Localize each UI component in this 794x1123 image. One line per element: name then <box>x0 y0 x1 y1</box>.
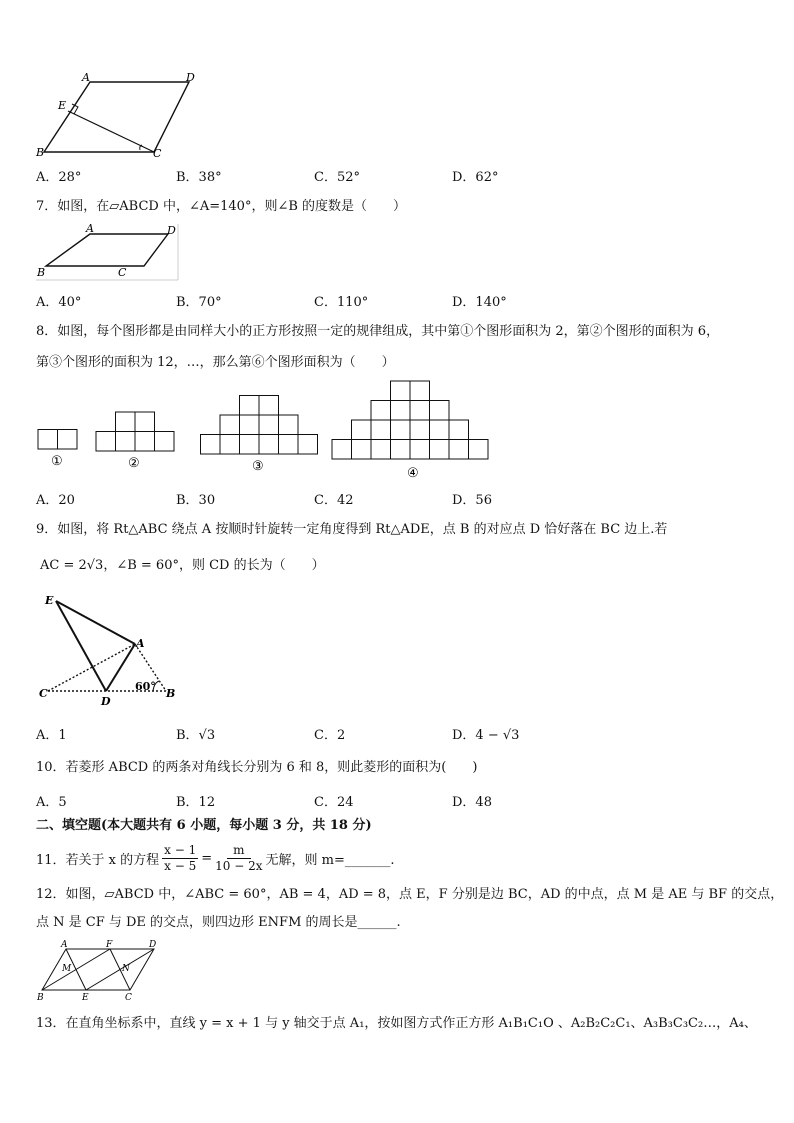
q8-fig1-square <box>58 430 78 450</box>
q8-fig4-square <box>449 440 469 460</box>
q11-pre: 11．若关于 x 的方程 <box>36 852 160 868</box>
q8-fig4-square <box>430 420 450 440</box>
q8-fig3-square <box>240 435 260 455</box>
q12-label-n: N <box>122 964 130 974</box>
q8-fig3-square <box>259 396 279 416</box>
q8-fig4-square <box>410 440 430 460</box>
q8-fig3-square <box>220 435 240 455</box>
q8-fig4-square <box>391 381 411 401</box>
q8-fig4-square <box>410 381 430 401</box>
q8-fig2-square <box>135 412 155 432</box>
q8-fig3-square <box>259 435 279 455</box>
q8-fig2-square <box>116 432 136 452</box>
q8-fig3-square <box>279 435 299 455</box>
q9-figure <box>36 592 186 710</box>
q9-option-d: D．4 − √3 <box>452 728 520 743</box>
q10-stem: 10．若菱形 ABCD 的两条对角线长分别为 6 和 8，则此菱形的面积为( ) <box>36 760 478 775</box>
q12-label-c: C <box>125 993 132 1003</box>
q8-fig4-square <box>449 420 469 440</box>
q12-label-d: D <box>149 940 157 950</box>
q7-option-a: A．40° <box>36 295 82 310</box>
q11-eq: = <box>201 850 213 866</box>
q8-fig-label-2: ② <box>128 456 140 471</box>
q8-fig4-square <box>332 440 352 460</box>
q8-fig3-square <box>259 415 279 435</box>
q11-post: 无解，则 m=_______. <box>265 852 395 868</box>
q11-frac1-num: x − 1 <box>164 842 197 857</box>
q8-fig4-square <box>430 440 450 460</box>
q9-label-b: B <box>166 687 176 700</box>
q8-figure <box>30 378 500 482</box>
q8-fig4-square <box>391 401 411 421</box>
q6-option-b: B．38° <box>176 170 222 185</box>
q8-fig3-square <box>220 415 240 435</box>
q8-fig2-square <box>135 432 155 452</box>
q6-label-d: D <box>186 72 195 84</box>
q7-option-d: D．140° <box>452 295 507 310</box>
q11-frac2 <box>215 843 262 874</box>
q7-stem: 7．如图，在▱ABCD 中，∠A=140°，则∠B 的度数是（ ） <box>36 199 407 214</box>
q7-option-c: C．110° <box>314 295 369 310</box>
q8-fig-label-3: ③ <box>252 459 264 474</box>
q9-label-a: A <box>136 637 145 650</box>
q13-stem: 13．在直角坐标系中，直线 y = x + 1 与 y 轴交于点 A₁，按如图方式作正方形 A₁B₁C₁O 、A₂B₂C₂C₁、A₃B₃C₃C₂…，A₄、 <box>36 1016 757 1031</box>
q7-label-d: D <box>167 224 176 237</box>
q8-fig2-square <box>116 412 136 432</box>
q11-frac1 <box>162 843 198 874</box>
q8-fig4-square <box>410 401 430 421</box>
q8-fig4-square <box>352 420 372 440</box>
q8-fig4-square <box>371 420 391 440</box>
q6-label-a: A <box>82 72 90 84</box>
q10-option-a: A．5 <box>36 795 67 810</box>
q9-label-d: D <box>101 695 111 708</box>
q8-fig3-square <box>279 415 299 435</box>
q11-frac2-num: m <box>227 843 250 859</box>
q10-option-d: D．48 <box>452 795 492 810</box>
q8-fig4-square <box>430 401 450 421</box>
q9-option-b: B．√3 <box>176 728 216 743</box>
q12-label-b: B <box>37 993 44 1003</box>
q9-label-e: E <box>45 594 54 607</box>
q6-label-e: E <box>58 99 67 112</box>
q6-option-c: C．52° <box>314 170 360 185</box>
q8-fig4-square <box>352 440 372 460</box>
q8-stem-line2: 第③个图形的面积为 12，…，那么第⑥个图形面积为（ ） <box>36 355 395 370</box>
q8-fig4-square <box>371 440 391 460</box>
q7-label-c: C <box>118 266 127 279</box>
q8-fig4-square <box>371 401 391 421</box>
q6-label-b: B <box>36 146 45 159</box>
q9-stem-line2: AC = 2√3，∠B = 60°，则 CD 的长为（ ） <box>40 558 325 573</box>
q8-fig2-square <box>155 432 175 452</box>
q11-frac1-den: x − 5 <box>164 858 197 873</box>
q7-label-b: B <box>37 266 46 279</box>
q6-figure <box>34 72 204 162</box>
q8-fig2-square <box>96 432 116 452</box>
q12-label-f: F <box>106 940 113 950</box>
q7-label-a: A <box>86 222 94 235</box>
q6-option-a: A．28° <box>36 170 82 185</box>
q8-fig-label-1: ① <box>51 454 63 469</box>
q8-option-b: B．30 <box>176 493 216 508</box>
q12-label-m: M <box>62 964 72 974</box>
q11-frac2-den: 10 − 2x <box>215 858 263 873</box>
q8-fig3-square <box>240 415 260 435</box>
q8-option-c: C．42 <box>314 493 354 508</box>
q8-fig3-square <box>201 435 221 455</box>
q12-figure <box>34 938 164 1004</box>
q9-option-a: A．1 <box>36 728 67 743</box>
q8-fig4-square <box>391 420 411 440</box>
q8-option-d: D．56 <box>452 493 492 508</box>
section-2-heading: 二、填空题(本大题共有 6 小题，每小题 3 分，共 18 分) <box>36 818 372 833</box>
q8-fig1-square <box>38 430 58 450</box>
q12-label-a: A <box>61 940 68 950</box>
q9-label-c: C <box>39 687 48 700</box>
q9-stem-line1: 9．如图，将 Rt△ABC 绕点 A 按顺时针旋转一定角度得到 Rt△ADE，点 B 的对应点 D 恰好落在 BC 边上.若 <box>36 522 668 537</box>
q8-fig4-square <box>391 440 411 460</box>
q8-stem-line1: 8．如图，每个图形都是由同样大小的正方形按照一定的规律组成，其中第①个图形面积为 2，第②个图形的面积为 6， <box>36 324 720 339</box>
q6-label-c: C <box>153 147 162 160</box>
q12-stem-line1: 12．如图，▱ABCD 中，∠ABC = 60°，AB = 4，AD = 8，点 E，F 分别是边 BC，AD 的中点，点 M 是 AE 与 BF 的交点， <box>36 887 784 902</box>
q9-option-c: C．2 <box>314 728 346 743</box>
q8-fig3-square <box>298 435 318 455</box>
q8-fig-label-4: ④ <box>407 466 419 481</box>
q8-fig3-square <box>240 396 260 416</box>
q12-label-e: E <box>82 993 89 1003</box>
q11 <box>36 840 395 876</box>
q12-stem-line2: 点 N 是 CF 与 DE 的交点，则四边形 ENFM 的周长是______. <box>36 915 401 930</box>
q10-option-b: B．12 <box>176 795 216 810</box>
q7-option-b: B．70° <box>176 295 222 310</box>
q8-fig4-square <box>469 440 489 460</box>
q8-option-a: A．20 <box>36 493 75 508</box>
q7-figure <box>34 222 182 282</box>
q10-option-c: C．24 <box>314 795 354 810</box>
q9-angle-label: 60° <box>135 680 156 693</box>
q8-fig4-square <box>410 420 430 440</box>
q6-option-d: D．62° <box>452 170 499 185</box>
